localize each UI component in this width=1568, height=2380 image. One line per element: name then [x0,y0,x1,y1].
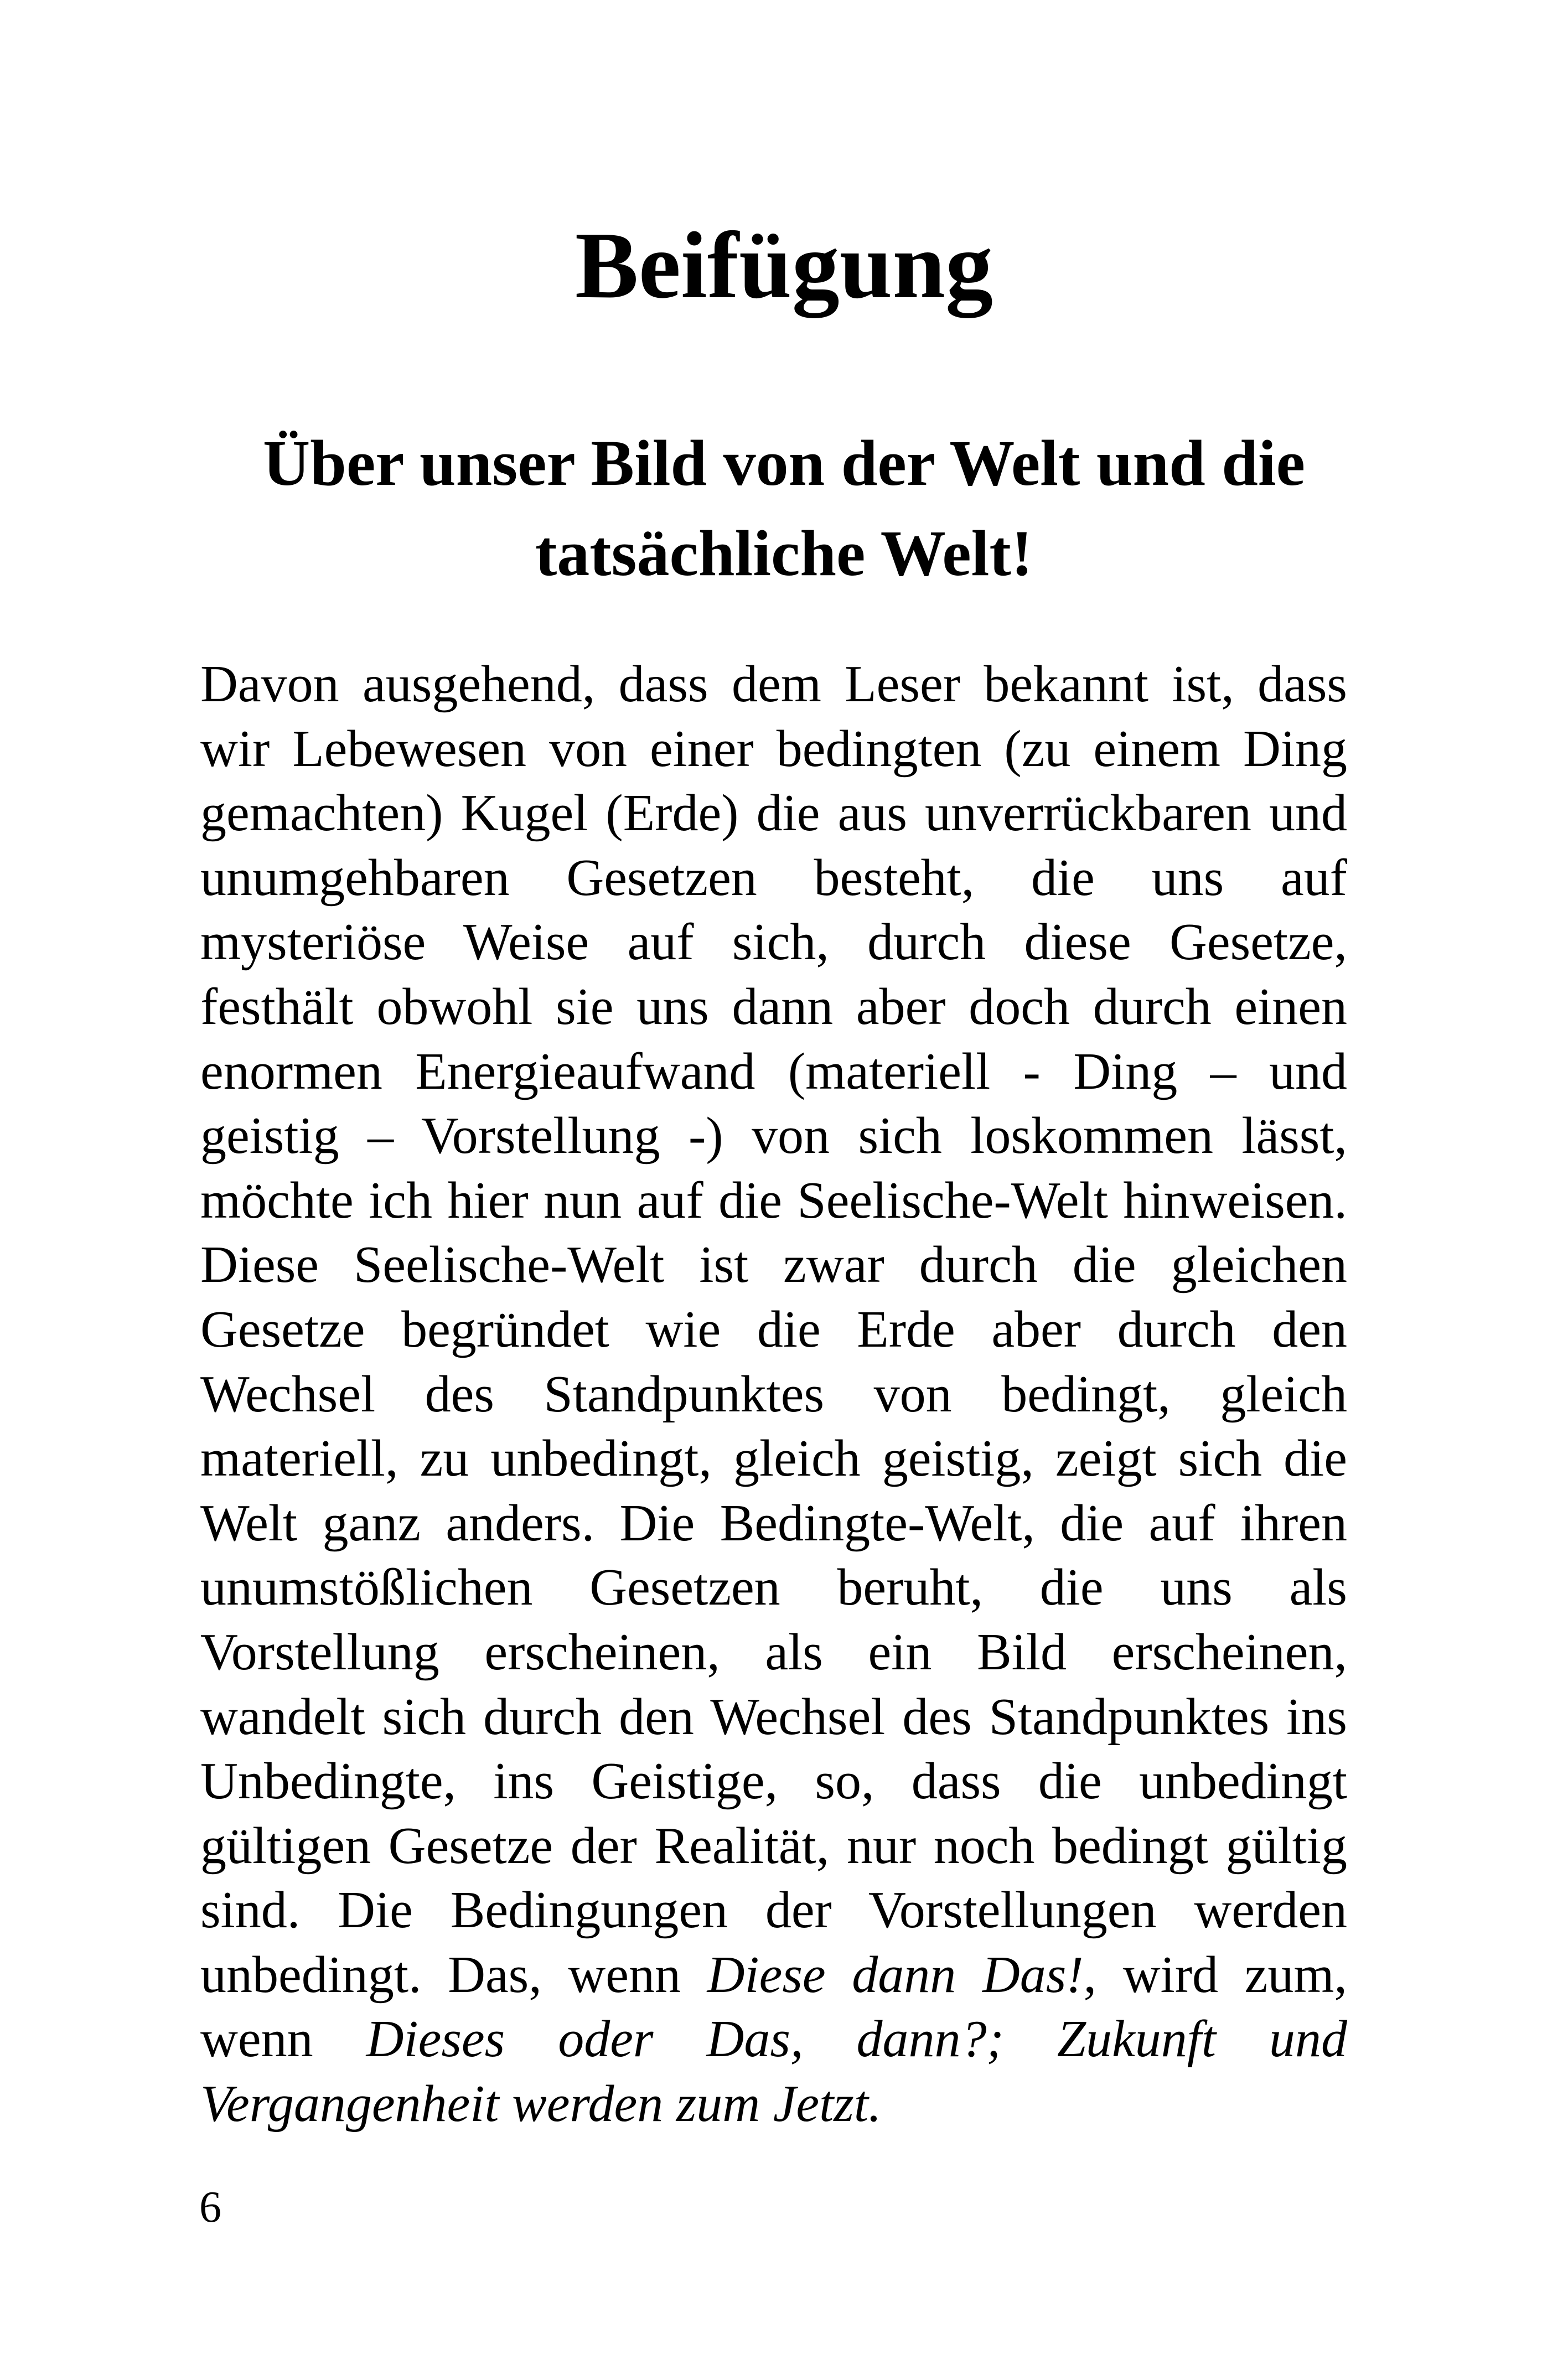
body-italic-phrase-2: Dieses oder Das, dann?; Zukunft und Vergangenheit werden zum Jetzt. [200,2010,1347,2133]
body-text-mid: , wird zum, wenn [200,1946,1348,2068]
page-subtitle: Über unser Bild von der Welt und die tatsächliche Welt! [263,427,1305,589]
body-italic-phrase-1: Diese dann Das! [707,1946,1084,2004]
page-title: Beifügung [575,213,993,318]
body-text-main: Davon ausgehend, dass dem Leser bekannt ist, dass wir Lebewesen von einer bedingten (zu einem Ding gemachten) Kugel (Erde) die aus unverrückbaren und unumgehbaren Gesetzen besteht, die uns auf mysteriöse Weise auf sich, durch diese Gesetze, festhält obwohl sie uns dann aber doch durch einen enormen Energieaufwand (materiell - Ding – und geistig – Vorstellung -) von sich loskommen lässt, möchte ich hier nun auf die Seelische-Welt hinweisen. Diese Seelische-Welt ist zwar durch die gleichen Gesetze begründet wie die Erde aber durch den Wechsel des Standpunktes von bedingt, gleich materiell, zu unbedingt, gleich geistig, zeigt sich die Welt ganz anders. Die Bedingte-Welt, die auf ihren unumstößlichen Gesetzen beruht, die uns als Vorstellung erscheinen, als ein Bild erscheinen, wandelt sich durch den Wechsel des Standpunktes ins Unbedingte, ins Geistige, so, dass die unbedingt gültigen Gesetze der Realität, nur noch bedingt gültig sind. Die Bedingungen der Vorstellungen werden unbedingt. Das, wenn [200,655,1347,2004]
body-paragraph [200,652,1347,2136]
page-number: 6 [199,2183,221,2232]
